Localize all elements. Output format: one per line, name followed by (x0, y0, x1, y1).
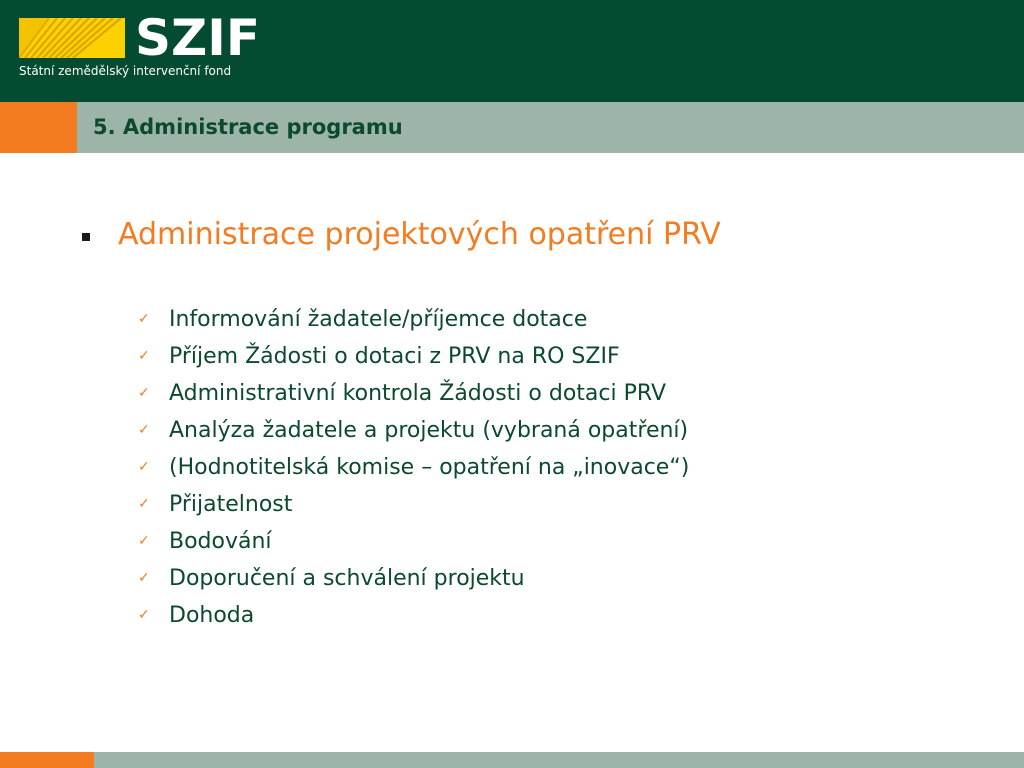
checkmark-icon: ✓ (138, 348, 150, 364)
list-item-text: Administrativní kontrola Žádosti o dotaci PRV (169, 381, 666, 406)
title-accent-block (0, 102, 77, 153)
list-item-text: Příjem Žádosti o dotaci z PRV na RO SZIF (169, 344, 620, 369)
square-bullet-icon (82, 233, 90, 241)
list-item-text: Bodování (169, 529, 272, 554)
brand-subtitle: Státní zemědělský intervenční fond (19, 64, 232, 78)
checkmark-icon: ✓ (138, 459, 150, 475)
list-item-text: Dohoda (169, 603, 255, 628)
checkmark-icon: ✓ (138, 496, 150, 512)
field-logo-icon (19, 18, 125, 58)
header (0, 0, 1024, 102)
list-item-text: Přijatelnost (169, 492, 293, 517)
szif-logo (19, 9, 261, 80)
checkmark-icon: ✓ (138, 607, 150, 623)
brand-name: SZIF (135, 9, 261, 67)
checkmark-icon: ✓ (138, 570, 150, 586)
list-item-text: Informování žadatele/příjemce dotace (169, 307, 588, 332)
checkmark-icon: ✓ (138, 385, 150, 401)
footer-bar (0, 752, 1024, 768)
list-item-text: Doporučení a schválení projektu (169, 566, 525, 591)
title-bar (0, 102, 1024, 153)
footer-accent-block (0, 752, 94, 768)
main-bullet-heading: Administrace projektových opatření PRV (118, 217, 721, 252)
list-item-text: (Hodnotitelská komise – opatření na „inovace“) (169, 455, 690, 480)
list-item-text: Analýza žadatele a projektu (vybraná opatření) (169, 418, 689, 443)
checkmark-icon: ✓ (138, 422, 150, 438)
slide-title: 5. Administrace programu (93, 115, 403, 139)
checkmark-icon: ✓ (138, 533, 150, 549)
checkmark-icon: ✓ (138, 311, 150, 327)
